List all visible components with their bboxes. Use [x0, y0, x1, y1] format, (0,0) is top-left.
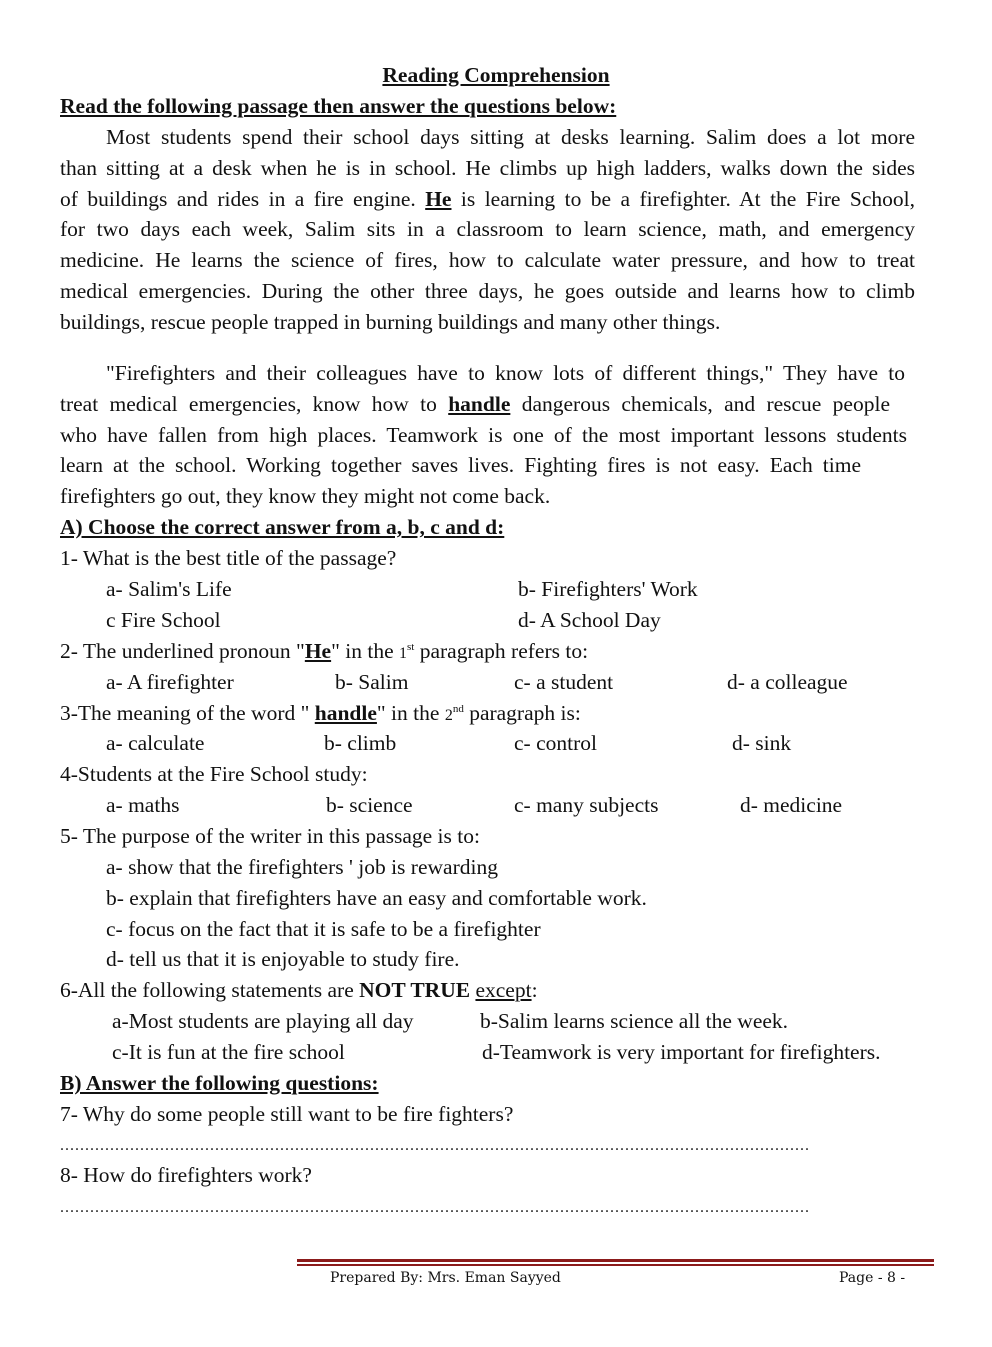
q4-option-a: a- maths — [106, 793, 180, 817]
section-a-heading: A) Choose the correct answer from a, b, c and d: — [60, 515, 505, 539]
page-title: Reading Comprehension — [382, 63, 610, 87]
passage-line: medicine. He learns the science of fires, how to calculate water pressure, and how to treat — [60, 248, 915, 272]
q5-option-b: b- explain that firefighters have an easy and comfortable work. — [106, 886, 647, 910]
passage-line: buildings, rescue people trapped in burning buildings and many other things. — [60, 310, 721, 334]
q1-option-b: b- Firefighters' Work — [518, 577, 698, 601]
passage-line: of buildings and rides in a fire engine. He is learning to be a firefighter. At the Fire School, — [60, 187, 915, 211]
q3-option-c: c- control — [514, 731, 597, 755]
underlined-pronoun-he: He — [425, 187, 452, 211]
question-6: 6-All the following statements are NOT TRUE except: — [60, 978, 538, 1002]
q6-option-c: c-It is fun at the fire school — [112, 1040, 345, 1064]
q2-option-d: d- a colleague — [727, 670, 848, 694]
passage-line: than sitting at a desk when he is in school. He climbs up high ladders, walks down the sides — [60, 156, 915, 180]
question-5: 5- The purpose of the writer in this passage is to: — [60, 824, 480, 848]
q6-option-b: b-Salim learns science all the week. — [480, 1009, 789, 1033]
passage-line: learn at the school. Working together saves lives. Fighting fires is not easy. Each time — [60, 453, 861, 477]
q6-option-a: a-Most students are playing all day — [112, 1009, 414, 1033]
q2-option-b: b- Salim — [335, 670, 409, 694]
question-2: 2- The underlined pronoun "He" in the 1st paragraph refers to: — [60, 639, 589, 663]
footer-page-number: Page - 8 - — [839, 1270, 906, 1286]
q4-option-c: c- many subjects — [514, 793, 659, 817]
answer-line-q8: ...................................................................................................................................................... — [60, 1199, 810, 1216]
footer-divider-thin — [297, 1264, 934, 1266]
q2-option-a: a- A firefighter — [106, 670, 234, 694]
footer-divider — [297, 1259, 934, 1262]
q3-option-d: d- sink — [732, 731, 792, 755]
q1-option-d: d- A School Day — [518, 608, 661, 632]
answer-line-q7: ...................................................................................................................................................... — [60, 1137, 810, 1154]
passage-line: firefighters go out, they know they might not come back. — [60, 484, 551, 508]
q3-option-a: a- calculate — [106, 731, 205, 755]
q3-option-b: b- climb — [324, 731, 397, 755]
instruction-heading: Read the following passage then answer the questions below: — [60, 94, 617, 118]
q4-option-b: b- science — [326, 793, 413, 817]
passage-line: Most students spend their school days sitting at desks learning. Salim does a lot more — [106, 125, 915, 149]
q5-option-d: d- tell us that it is enjoyable to study fire. — [106, 947, 460, 971]
q4-option-d: d- medicine — [740, 793, 843, 817]
q2-option-c: c- a student — [514, 670, 614, 694]
footer-prepared-by: Prepared By: Mrs. Eman Sayyed — [330, 1270, 561, 1286]
question-1: 1- What is the best title of the passage? — [60, 546, 397, 570]
passage-line: "Firefighters and their colleagues have to know lots of different things," They have to — [106, 361, 905, 385]
question-4: 4-Students at the Fire School study: — [60, 762, 368, 786]
passage-line: who have fallen from high places. Teamwork is one of the most important lessons students — [60, 423, 907, 447]
underlined-word-handle: handle — [448, 392, 511, 416]
q1-option-a: a- Salim's Life — [106, 577, 232, 601]
q1-option-c: c Fire School — [106, 608, 221, 632]
question-8: 8- How do firefighters work? — [60, 1163, 312, 1187]
q6-option-d: d-Teamwork is very important for firefighters. — [482, 1040, 881, 1064]
section-b-heading: B) Answer the following questions: — [60, 1071, 379, 1095]
passage-line: for two days each week, Salim sits in a classroom to learn science, math, and emergency — [60, 217, 915, 241]
question-3: 3-The meaning of the word " handle" in the 2nd paragraph is: — [60, 701, 581, 725]
q5-option-a: a- show that the firefighters ' job is rewarding — [106, 855, 498, 879]
q5-option-c: c- focus on the fact that it is safe to be a firefighter — [106, 917, 541, 941]
passage-line: treat medical emergencies, know how to handle dangerous chemicals, and rescue people — [60, 392, 890, 416]
question-7: 7- Why do some people still want to be fire fighters? — [60, 1102, 514, 1126]
passage-line: medical emergencies. During the other three days, he goes outside and learns how to climb — [60, 279, 915, 303]
